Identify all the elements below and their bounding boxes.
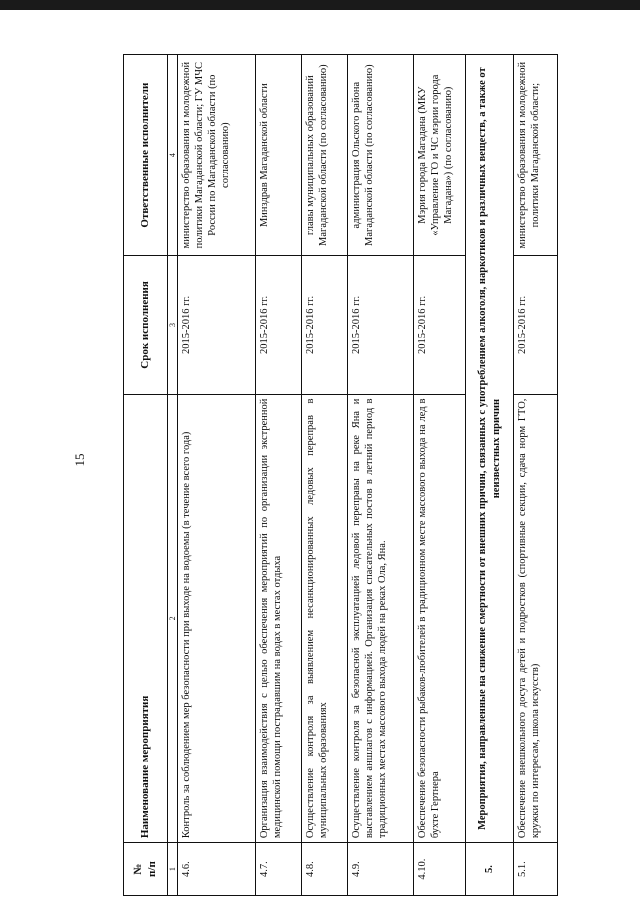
- row-responsible: Мэрия города Магадана (МКУ «Управление ГО и ЧС мэрии города Магадана») (по согласованию): [414, 55, 466, 256]
- table-row: [256, 55, 302, 896]
- row-num: 4.7.: [256, 843, 302, 896]
- row-name: Организация взаимодействия с целью обеспечения мероприятий по организации экстренной медицинской помощи пострадавшим на водах в местах отдыха: [256, 394, 302, 843]
- row-term: 2015-2016 гг.: [348, 256, 414, 394]
- row-responsible: администрация Ольского района Магаданской области (по согласованию): [348, 55, 414, 256]
- table-row: [178, 55, 256, 896]
- row-name: Осуществление контроля за безопасной эксплуатацией ледовой переправы на реке Яна и выставлением аншлагов с информацией. Организация спасательных постов в летний период в традиционных местах массового выхода людей на реках Ола, Яна.: [348, 394, 414, 843]
- table-row: [414, 55, 466, 896]
- row-name: Обеспечение внешкольного досуга детей и подростков (спортивные секции, сдача норм ГТО, кружки по интересам, школа искусств): [514, 394, 558, 843]
- measures-table: [123, 54, 558, 896]
- section-row: [466, 55, 514, 896]
- table-row: [514, 55, 558, 896]
- row-responsible: главы муниципальных образований Магаданской области (по согласованию): [302, 55, 348, 256]
- index-cell: 4: [168, 55, 178, 256]
- row-responsible: министерство образования и молодежной политики Магаданской области; ГУ МЧС России по Магаданской области (по согласованию): [178, 55, 256, 256]
- row-term: 2015-2016 гг.: [178, 256, 256, 394]
- index-row: [168, 55, 178, 896]
- index-cell: 3: [168, 256, 178, 394]
- index-cell: 1: [168, 843, 178, 896]
- section-num: 5.: [466, 843, 514, 896]
- table-row: [348, 55, 414, 896]
- table-row: [302, 55, 348, 896]
- header-term: Срок исполнения: [124, 256, 168, 394]
- table-header-row: [124, 55, 168, 896]
- header-responsible: Ответственные исполнители: [124, 55, 168, 256]
- row-responsible: министерство образования и молодежной политики Магаданской области;: [514, 55, 558, 256]
- section-title: Мероприятия, направленные на снижение смертности от внешних причин, связанных с употреблением алкоголя, наркотиков и различных веществ, а также от неизвестных причин: [466, 55, 514, 843]
- row-term: 2015-2016 гг.: [256, 256, 302, 394]
- row-name: Осуществление контроля за выявлением несанкционированных ледовых переправ в муниципальных образованиях: [302, 394, 348, 843]
- page-number: 15: [72, 453, 87, 467]
- row-name: Обеспечение безопасности рыбаков-любителей в традиционном месте массового выхода на лед в бухте Гертнера: [414, 394, 466, 843]
- row-responsible: Минздрав Магаданской области: [256, 55, 302, 256]
- row-num: 4.10.: [414, 843, 466, 896]
- row-num: 4.6.: [178, 843, 256, 896]
- rotated-table-container: [123, 54, 542, 896]
- scan-top-edge: [0, 0, 640, 10]
- row-num: 4.8.: [302, 843, 348, 896]
- row-term: 2015-2016 гг.: [514, 256, 558, 394]
- index-cell: 2: [168, 394, 178, 843]
- row-num: 5.1.: [514, 843, 558, 896]
- row-num: 4.9.: [348, 843, 414, 896]
- header-num: № п/п: [124, 843, 168, 896]
- row-name: Контроль за соблюдением мер безопасности при выходе на водоемы (в течение всего года): [178, 394, 256, 843]
- row-term: 2015-2016 гг.: [414, 256, 466, 394]
- row-term: 2015-2016 гг.: [302, 256, 348, 394]
- header-name: Наименование мероприятия: [124, 394, 168, 843]
